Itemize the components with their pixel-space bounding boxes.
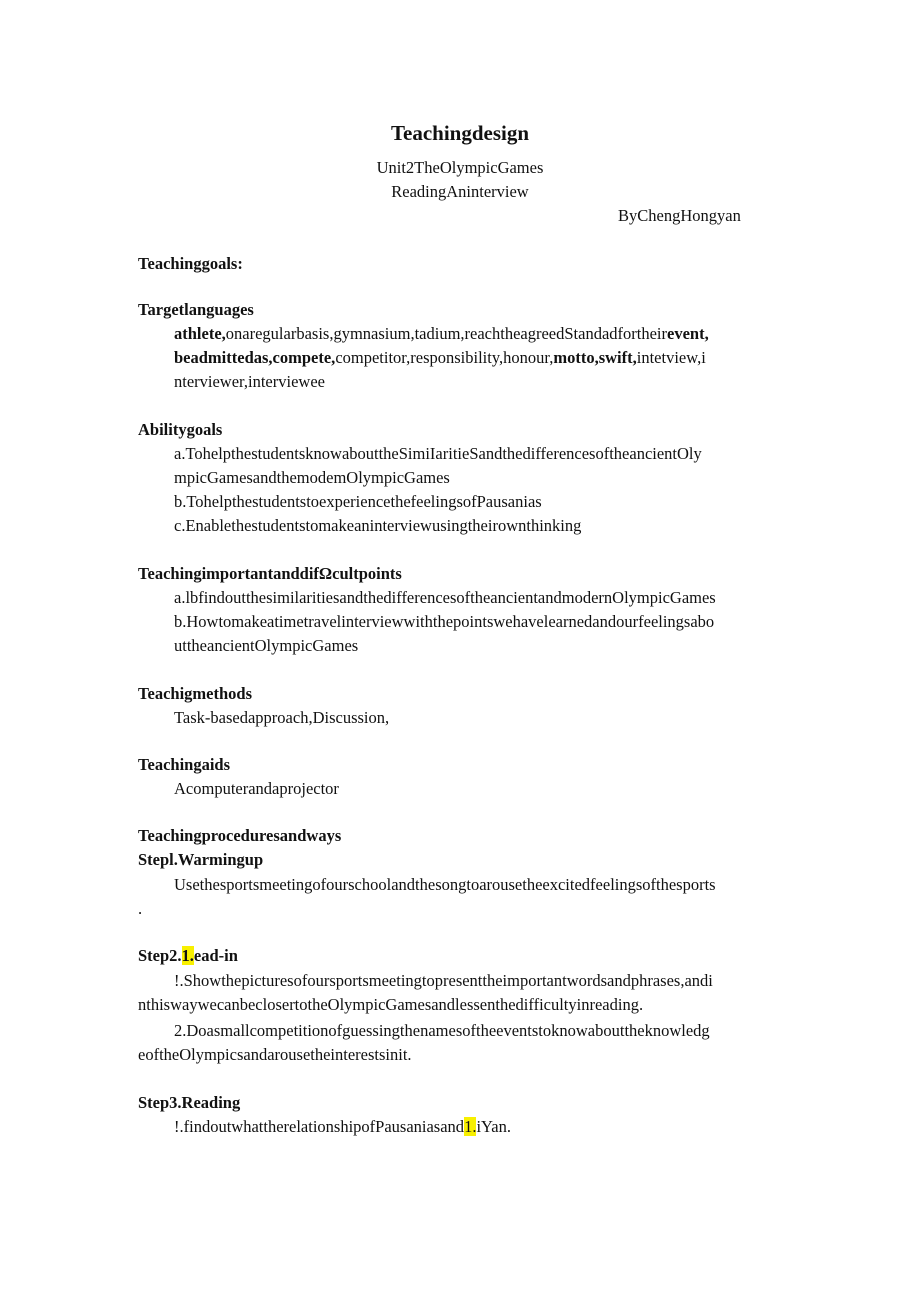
step2-item2-line-1: 2.Doasmallcompetitionofguessingthenamesoftheeventstoknowabouttheknowledg bbox=[174, 1021, 710, 1040]
step3-prefix: !.findoutwhattherelationshipofPausaniasand bbox=[174, 1117, 465, 1136]
unit-subtitle: Unit2TheOlympicGames bbox=[376, 158, 544, 177]
step1-heading: Stepl.Warmingup bbox=[138, 850, 264, 869]
bold-term: motto,swift, bbox=[553, 348, 637, 367]
target-languages-line-1 bbox=[174, 322, 784, 346]
step3-suffix: iYan. bbox=[476, 1117, 511, 1136]
step3-heading: Step3.Reading bbox=[138, 1093, 241, 1112]
step2-suffix: ead-in bbox=[193, 946, 238, 965]
highlighted-text: 1. bbox=[181, 946, 194, 965]
author-byline: ByChengHongyan bbox=[618, 206, 741, 225]
teaching-aids-heading: Teachingaids bbox=[138, 755, 231, 774]
bold-term: athlete, bbox=[174, 324, 226, 343]
ability-goal-c: c.Enablethestudentstomakeaninterviewusingtheirownthinking bbox=[174, 516, 582, 535]
bold-term: beadmittedas,compete, bbox=[174, 348, 336, 367]
term-list: onaregularbasis,gymnasium,tadium,reachtheagreedStandadfortheir bbox=[225, 324, 667, 343]
teaching-aids-text: Acomputerandaprojector bbox=[174, 779, 339, 798]
procedures-heading: Teachingproceduresandways bbox=[138, 826, 342, 845]
step2-heading bbox=[138, 945, 238, 967]
target-languages-line-3: nterviewer,interviewee bbox=[174, 372, 325, 391]
teaching-goals-heading: Teachinggoals: bbox=[138, 254, 243, 273]
target-languages-heading: Targetlanguages bbox=[138, 300, 254, 319]
lesson-subtitle: ReadingAninterview bbox=[391, 182, 529, 201]
term-list: intetview,i bbox=[636, 348, 706, 367]
document-title: Teachingdesign bbox=[390, 121, 530, 145]
important-point-b-line-2: uttheancientOlympicGames bbox=[174, 636, 359, 655]
target-languages-line-2 bbox=[174, 346, 784, 370]
important-point-a: a.lbfindoutthesimilaritiesandthedifferencesoftheancientandmodernOlympicGames bbox=[174, 588, 716, 607]
important-points-heading: TeachingimportantanddifΩcultpoints bbox=[138, 564, 402, 583]
highlighted-text: 1. bbox=[464, 1117, 477, 1136]
important-point-b-line-1: b.Howtomakeatimetravelinterviewwiththepointswehavelearnedandourfeelingsabo bbox=[174, 612, 715, 631]
step2-item1-line-2: nthiswaywecanbeclosertotheOlympicGamesandlessenthedifficultyinreading. bbox=[138, 995, 644, 1014]
step1-line-1: Usethesportsmeetingofourschoolandthesongtoarousetheexcitedfeelingsofthesports bbox=[174, 875, 716, 894]
ability-goal-a-line-2: mpicGamesandthemodemOlympicGames bbox=[174, 468, 450, 487]
step3-item1 bbox=[174, 1115, 784, 1139]
teaching-methods-text: Task-basedapproach,Discussion, bbox=[174, 708, 390, 727]
bold-term: event, bbox=[667, 324, 709, 343]
term-list: competitor,responsibility,honour, bbox=[335, 348, 554, 367]
ability-goal-b: b.TohelpthestudentstoexperiencethefeelingsofPausanias bbox=[174, 492, 542, 511]
step2-item1-line-1: !.Showthepicturesofoursportsmeetingtopresenttheimportantwordsandphrases,andi bbox=[174, 971, 713, 990]
step2-item2-line-2: eoftheOlympicsandarousetheinterestsinit. bbox=[138, 1045, 412, 1064]
ability-goal-a-line-1: a.TohelpthestudentsknowabouttheSimiIaritieSandthedifferencesoftheancientOly bbox=[174, 444, 702, 463]
ability-goals-heading: Abilitygoals bbox=[138, 420, 223, 439]
step1-line-2: . bbox=[138, 899, 143, 918]
step2-prefix: Step2. bbox=[138, 946, 182, 965]
teaching-methods-heading: Teachigmethods bbox=[138, 684, 252, 703]
